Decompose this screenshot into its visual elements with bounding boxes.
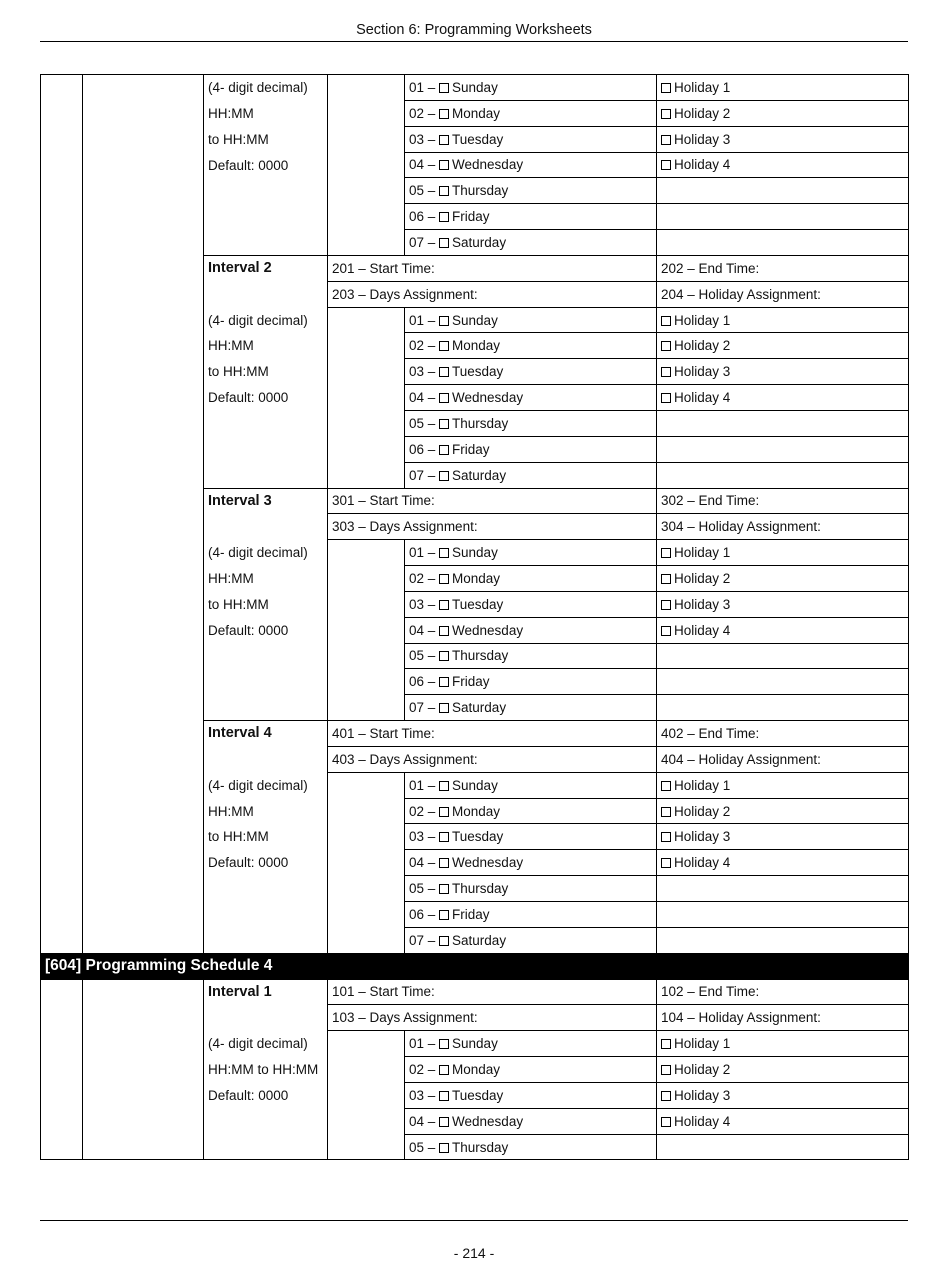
- checkbox-tuesday[interactable]: [439, 832, 449, 842]
- holiday-option-5: [657, 410, 909, 436]
- checkbox-holiday-2[interactable]: [661, 807, 671, 817]
- label-line: to HH:MM: [208, 596, 269, 612]
- day-number: 06 –: [409, 674, 440, 690]
- day-number: 04 –: [409, 622, 440, 638]
- day-name: Sunday: [452, 312, 498, 328]
- day-number: 05 –: [409, 1139, 440, 1155]
- day-option-sunday: [405, 307, 657, 333]
- day-number: 01 –: [409, 777, 440, 793]
- checkbox-friday[interactable]: [439, 910, 449, 920]
- day-option-thursday: [405, 178, 657, 204]
- label-spacer: [208, 514, 323, 540]
- holiday-name: Holiday 3: [674, 131, 731, 147]
- day-option-tuesday: [405, 126, 657, 152]
- label-line: Default: 0000: [208, 390, 289, 406]
- checkbox-monday[interactable]: [439, 341, 449, 351]
- day-number: 02 –: [409, 105, 440, 121]
- checkbox-wednesday[interactable]: [439, 858, 449, 868]
- day-number: 04 –: [409, 390, 440, 406]
- checkbox-holiday-4[interactable]: [661, 626, 671, 636]
- checkbox-wednesday[interactable]: [439, 1117, 449, 1127]
- day-name: Tuesday: [452, 131, 504, 147]
- checkbox-thursday[interactable]: [439, 186, 449, 196]
- checkbox-friday[interactable]: [439, 677, 449, 687]
- day-name: Wednesday: [452, 855, 524, 871]
- label-spacer: [208, 1005, 323, 1031]
- day-name: Thursday: [452, 415, 509, 431]
- checkbox-thursday[interactable]: [439, 1143, 449, 1153]
- day-name: Friday: [452, 674, 490, 690]
- day-name: Thursday: [452, 648, 509, 664]
- checkbox-friday[interactable]: [439, 212, 449, 222]
- checkbox-tuesday[interactable]: [439, 135, 449, 145]
- label-line: to HH:MM: [208, 131, 269, 147]
- table-row: [41, 979, 909, 1005]
- days-assignment-label: 403 – Days Assignment:: [328, 746, 657, 772]
- holiday-option-2: [657, 1057, 909, 1083]
- day-number: 06 –: [409, 441, 440, 457]
- interval-label-cell: [204, 255, 328, 488]
- holiday-option-7: [657, 927, 909, 953]
- checkbox-tuesday[interactable]: [439, 1091, 449, 1101]
- holiday-name: Holiday 3: [674, 829, 731, 845]
- checkbox-holiday-2[interactable]: [661, 574, 671, 584]
- day-option-monday: [405, 1057, 657, 1083]
- section-title: [604] Programming Schedule 4: [41, 953, 909, 979]
- holiday-option-1: [657, 540, 909, 566]
- holiday-name: Holiday 2: [674, 105, 731, 121]
- holiday-option-5: [657, 643, 909, 669]
- checkbox-thursday[interactable]: [439, 651, 449, 661]
- day-name: Thursday: [452, 881, 509, 897]
- end-time-field: 102 – End Time:: [657, 979, 909, 1005]
- day-number: 04 –: [409, 1113, 440, 1129]
- label-spacer: [208, 747, 323, 773]
- checkbox-holiday-3[interactable]: [661, 600, 671, 610]
- start-time-field: 301 – Start Time:: [328, 488, 657, 514]
- header-rule: [40, 41, 908, 42]
- day-number: 07 –: [409, 700, 440, 716]
- day-number: 02 –: [409, 570, 440, 586]
- interval-label: [204, 256, 327, 411]
- days-assignment-label: 203 – Days Assignment:: [328, 281, 657, 307]
- day-option-sunday: [405, 75, 657, 101]
- day-option-monday: [405, 333, 657, 359]
- day-name: Tuesday: [452, 364, 504, 380]
- interval-label: [204, 721, 327, 876]
- interval-title: Interval 4: [208, 725, 272, 742]
- day-option-friday: [405, 204, 657, 230]
- day-option-tuesday: [405, 1082, 657, 1108]
- day-number: 04 –: [409, 157, 440, 173]
- interval-label-cell: [204, 488, 328, 721]
- day-option-sunday: [405, 1031, 657, 1057]
- label-spacer: [208, 282, 323, 308]
- checkbox-sunday[interactable]: [439, 316, 449, 326]
- label-line: Default: 0000: [208, 1087, 289, 1103]
- checkbox-holiday-3[interactable]: [661, 367, 671, 377]
- end-time-field: 402 – End Time:: [657, 721, 909, 747]
- checkbox-holiday-1[interactable]: [661, 1039, 671, 1049]
- holiday-name: Holiday 4: [674, 855, 731, 871]
- interval-label: [204, 489, 327, 644]
- day-name: Saturday: [452, 234, 507, 250]
- day-option-sunday: [405, 772, 657, 798]
- holiday-option-7: [657, 462, 909, 488]
- holiday-option-1: [657, 1031, 909, 1057]
- checkbox-saturday[interactable]: [439, 936, 449, 946]
- end-time-field: 202 – End Time:: [657, 255, 909, 281]
- holiday-option-5: [657, 178, 909, 204]
- checkbox-holiday-2[interactable]: [661, 1065, 671, 1075]
- checkbox-monday[interactable]: [439, 109, 449, 119]
- day-name: Thursday: [452, 1139, 509, 1155]
- holiday-option-5: [657, 1134, 909, 1160]
- interval-label: [204, 980, 327, 1109]
- day-name: Wednesday: [452, 390, 524, 406]
- interval-label-cell: [204, 979, 328, 1160]
- holiday-option-6: [657, 204, 909, 230]
- holiday-name: Holiday 1: [674, 1036, 731, 1052]
- day-number: 03 –: [409, 1087, 440, 1103]
- page-header-title: Section 6: Programming Worksheets: [356, 22, 592, 38]
- checkbox-holiday-1[interactable]: [661, 316, 671, 326]
- day-option-tuesday: [405, 824, 657, 850]
- holiday-assignment-label: 104 – Holiday Assignment:: [657, 1005, 909, 1031]
- day-number: 01 –: [409, 1036, 440, 1052]
- holiday-option-7: [657, 695, 909, 721]
- day-name: Sunday: [452, 777, 498, 793]
- checkbox-saturday[interactable]: [439, 703, 449, 713]
- label-line: Default: 0000: [208, 622, 289, 638]
- margin-cell: [41, 75, 83, 954]
- holiday-assignment-label: 304 – Holiday Assignment:: [657, 514, 909, 540]
- end-time-field: 302 – End Time:: [657, 488, 909, 514]
- checkbox-saturday[interactable]: [439, 471, 449, 481]
- day-name: Tuesday: [452, 596, 504, 612]
- checkbox-wednesday[interactable]: [439, 626, 449, 636]
- label-line: HH:MM to HH:MM: [208, 1062, 319, 1078]
- day-number: 01 –: [409, 545, 440, 561]
- checkbox-holiday-3[interactable]: [661, 832, 671, 842]
- day-name: Friday: [452, 209, 490, 225]
- checkbox-holiday-2[interactable]: [661, 109, 671, 119]
- day-number: 03 –: [409, 131, 440, 147]
- holiday-option-6: [657, 436, 909, 462]
- checkbox-sunday[interactable]: [439, 781, 449, 791]
- holiday-option-2: [657, 333, 909, 359]
- day-name: Monday: [452, 803, 501, 819]
- checkbox-thursday[interactable]: [439, 419, 449, 429]
- day-option-friday: [405, 669, 657, 695]
- day-option-friday: [405, 436, 657, 462]
- section-header: [41, 953, 909, 979]
- option-cell: [83, 979, 204, 1160]
- day-option-thursday: [405, 643, 657, 669]
- checkbox-holiday-3[interactable]: [661, 1091, 671, 1101]
- checkbox-friday[interactable]: [439, 445, 449, 455]
- day-name: Wednesday: [452, 157, 524, 173]
- checkbox-wednesday[interactable]: [439, 160, 449, 170]
- label-line: HH:MM: [208, 571, 254, 587]
- label-line: (4- digit decimal): [208, 545, 308, 561]
- day-number: 07 –: [409, 234, 440, 250]
- holiday-name: Holiday 3: [674, 596, 731, 612]
- label-line: Default: 0000: [208, 855, 289, 871]
- interval-title: Interval 1: [208, 983, 272, 1000]
- day-name: Friday: [452, 906, 490, 922]
- checkbox-tuesday[interactable]: [439, 600, 449, 610]
- day-name: Friday: [452, 441, 490, 457]
- checkbox-holiday-4[interactable]: [661, 160, 671, 170]
- blank-cell: [328, 772, 405, 953]
- label-line: HH:MM: [208, 338, 254, 354]
- day-option-saturday: [405, 230, 657, 256]
- day-option-wednesday: [405, 850, 657, 876]
- day-number: 04 –: [409, 855, 440, 871]
- holiday-option-2: [657, 798, 909, 824]
- blank-cell: [328, 540, 405, 721]
- day-option-monday: [405, 798, 657, 824]
- checkbox-monday[interactable]: [439, 807, 449, 817]
- holiday-name: Holiday 4: [674, 390, 731, 406]
- day-name: Sunday: [452, 79, 498, 95]
- checkbox-tuesday[interactable]: [439, 367, 449, 377]
- option-cell: [83, 75, 204, 954]
- footer-rule: [40, 1220, 908, 1221]
- checkbox-monday[interactable]: [439, 1065, 449, 1075]
- holiday-option-4: [657, 385, 909, 411]
- day-number: 03 –: [409, 829, 440, 845]
- holiday-option-4: [657, 152, 909, 178]
- checkbox-holiday-1[interactable]: [661, 548, 671, 558]
- holiday-option-3: [657, 824, 909, 850]
- day-name: Tuesday: [452, 1087, 504, 1103]
- day-name: Wednesday: [452, 622, 524, 638]
- holiday-name: Holiday 1: [674, 79, 731, 95]
- day-number: 06 –: [409, 209, 440, 225]
- holiday-option-3: [657, 126, 909, 152]
- day-number: 02 –: [409, 1061, 440, 1077]
- day-option-thursday: [405, 876, 657, 902]
- checkbox-holiday-4[interactable]: [661, 858, 671, 868]
- holiday-option-3: [657, 359, 909, 385]
- blank-cell: [328, 1031, 405, 1160]
- page-number: - 214 -: [453, 1245, 495, 1261]
- day-name: Sunday: [452, 1036, 498, 1052]
- label-line: Default: 0000: [208, 157, 289, 173]
- label-line: to HH:MM: [208, 829, 269, 845]
- day-name: Wednesday: [452, 1113, 524, 1129]
- holiday-option-4: [657, 617, 909, 643]
- day-number: 05 –: [409, 415, 440, 431]
- holiday-option-4: [657, 1108, 909, 1134]
- day-option-sunday: [405, 540, 657, 566]
- day-option-saturday: [405, 927, 657, 953]
- days-assignment-label: 303 – Days Assignment:: [328, 514, 657, 540]
- holiday-name: Holiday 1: [674, 545, 731, 561]
- day-option-wednesday: [405, 617, 657, 643]
- holiday-name: Holiday 3: [674, 1087, 731, 1103]
- day-name: Saturday: [452, 932, 507, 948]
- day-number: 01 –: [409, 79, 440, 95]
- checkbox-holiday-4[interactable]: [661, 1117, 671, 1127]
- day-name: Monday: [452, 338, 501, 354]
- label-line: HH:MM: [208, 803, 254, 819]
- holiday-option-5: [657, 876, 909, 902]
- day-number: 02 –: [409, 338, 440, 354]
- checkbox-sunday[interactable]: [439, 548, 449, 558]
- day-number: 03 –: [409, 364, 440, 380]
- margin-cell: [41, 979, 83, 1160]
- interval-title: Interval 2: [208, 259, 272, 276]
- holiday-option-2: [657, 100, 909, 126]
- checkbox-monday[interactable]: [439, 574, 449, 584]
- day-name: Thursday: [452, 183, 509, 199]
- day-number: 02 –: [409, 803, 440, 819]
- holiday-name: Holiday 2: [674, 570, 731, 586]
- interval-label: [204, 75, 327, 178]
- checkbox-wednesday[interactable]: [439, 393, 449, 403]
- day-option-tuesday: [405, 359, 657, 385]
- holiday-option-6: [657, 669, 909, 695]
- label-line: (4- digit decimal): [208, 80, 308, 95]
- holiday-name: Holiday 3: [674, 364, 731, 380]
- day-option-wednesday: [405, 385, 657, 411]
- holiday-name: Holiday 4: [674, 1113, 731, 1129]
- holiday-option-3: [657, 1082, 909, 1108]
- day-option-thursday: [405, 410, 657, 436]
- holiday-assignment-label: 404 – Holiday Assignment:: [657, 746, 909, 772]
- day-option-wednesday: [405, 152, 657, 178]
- label-line: to HH:MM: [208, 364, 269, 380]
- holiday-option-7: [657, 230, 909, 256]
- interval-title: Interval 3: [208, 492, 272, 509]
- holiday-name: Holiday 2: [674, 803, 731, 819]
- checkbox-holiday-4[interactable]: [661, 393, 671, 403]
- day-number: 05 –: [409, 648, 440, 664]
- day-number: 05 –: [409, 881, 440, 897]
- day-option-saturday: [405, 695, 657, 721]
- checkbox-holiday-2[interactable]: [661, 341, 671, 351]
- holiday-option-6: [657, 902, 909, 928]
- checkbox-sunday[interactable]: [439, 1039, 449, 1049]
- checkbox-holiday-3[interactable]: [661, 135, 671, 145]
- checkbox-sunday[interactable]: [439, 83, 449, 93]
- label-line: (4- digit decimal): [208, 1036, 308, 1052]
- day-number: 01 –: [409, 312, 440, 328]
- day-number: 07 –: [409, 932, 440, 948]
- blank-cell: [328, 75, 405, 256]
- checkbox-thursday[interactable]: [439, 884, 449, 894]
- holiday-name: Holiday 4: [674, 622, 731, 638]
- day-name: Monday: [452, 570, 501, 586]
- day-option-saturday: [405, 462, 657, 488]
- checkbox-holiday-1[interactable]: [661, 781, 671, 791]
- checkbox-holiday-1[interactable]: [661, 83, 671, 93]
- interval-label-cell: [204, 721, 328, 954]
- blank-cell: [328, 307, 405, 488]
- day-option-wednesday: [405, 1108, 657, 1134]
- day-option-friday: [405, 902, 657, 928]
- day-option-monday: [405, 100, 657, 126]
- day-name: Sunday: [452, 545, 498, 561]
- holiday-option-1: [657, 772, 909, 798]
- holiday-option-4: [657, 850, 909, 876]
- day-option-tuesday: [405, 591, 657, 617]
- day-number: 05 –: [409, 183, 440, 199]
- start-time-field: 201 – Start Time:: [328, 255, 657, 281]
- holiday-name: Holiday 1: [674, 312, 731, 328]
- day-number: 07 –: [409, 467, 440, 483]
- days-assignment-label: 103 – Days Assignment:: [328, 1005, 657, 1031]
- label-line: HH:MM: [208, 105, 254, 121]
- label-line: (4- digit decimal): [208, 312, 308, 328]
- day-name: Tuesday: [452, 829, 504, 845]
- holiday-assignment-label: 204 – Holiday Assignment:: [657, 281, 909, 307]
- holiday-name: Holiday 2: [674, 1061, 731, 1077]
- label-line: (4- digit decimal): [208, 777, 308, 793]
- day-option-thursday: [405, 1134, 657, 1160]
- holiday-name: Holiday 1: [674, 777, 731, 793]
- day-name: Saturday: [452, 467, 507, 483]
- day-option-monday: [405, 566, 657, 592]
- holiday-option-3: [657, 591, 909, 617]
- holiday-option-2: [657, 566, 909, 592]
- day-number: 06 –: [409, 906, 440, 922]
- table-row: [41, 75, 909, 101]
- day-name: Monday: [452, 1061, 501, 1077]
- holiday-option-1: [657, 75, 909, 101]
- interval-label-cell: [204, 75, 328, 256]
- holiday-option-1: [657, 307, 909, 333]
- holiday-name: Holiday 4: [674, 157, 731, 173]
- start-time-field: 101 – Start Time:: [328, 979, 657, 1005]
- start-time-field: 401 – Start Time:: [328, 721, 657, 747]
- day-name: Saturday: [452, 700, 507, 716]
- day-number: 03 –: [409, 596, 440, 612]
- programming-worksheet-table: [40, 74, 909, 1160]
- day-name: Monday: [452, 105, 501, 121]
- holiday-name: Holiday 2: [674, 338, 731, 354]
- checkbox-saturday[interactable]: [439, 238, 449, 248]
